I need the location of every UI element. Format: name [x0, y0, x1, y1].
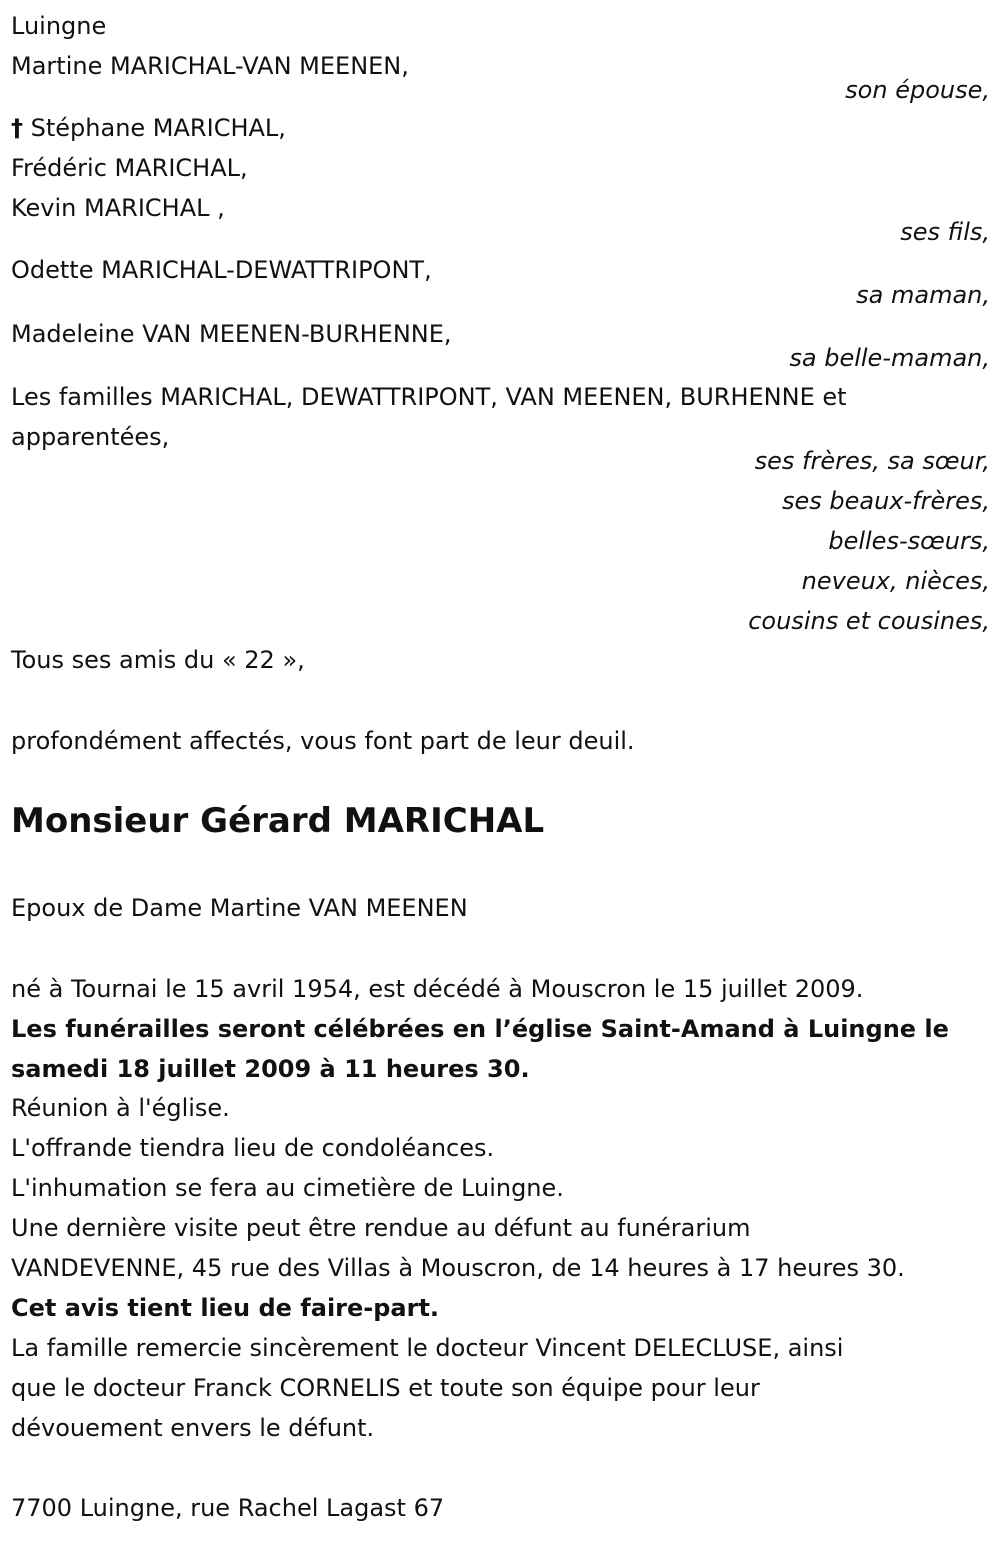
relation-label: neveux, nièces, [801, 567, 990, 595]
thanks: La famille remercie sincèrement le docteur Vincent DELECLUSE, ainsi [11, 1334, 844, 1362]
relation-label: belles-sœurs, [828, 527, 990, 555]
cross-icon: † [11, 114, 23, 142]
thanks: dévouement envers le défunt. [11, 1414, 375, 1442]
relation-label: cousins et cousines, [748, 607, 990, 635]
family-member: Kevin MARICHAL , [11, 194, 225, 222]
offering-info: L'offrande tiendra lieu de condoléances. [11, 1134, 495, 1162]
notice: Cet avis tient lieu de faire-part. [11, 1294, 440, 1322]
family-member: Martine MARICHAL-VAN MEENEN, [11, 52, 409, 80]
family-member: apparentées, [11, 423, 170, 451]
visit-info: Une dernière visite peut être rendue au défunt au funérarium [11, 1214, 751, 1242]
funeral-info: Les funérailles seront célébrées en l’église Saint-Amand à Luingne le [11, 1015, 949, 1043]
place-heading: Luingne [11, 12, 107, 40]
spouse-line: Epoux de Dame Martine VAN MEENEN [11, 894, 468, 922]
family-member: Frédéric MARICHAL, [11, 154, 248, 182]
announcement: profondément affectés, vous font part de leur deuil. [11, 727, 635, 755]
address: 7700 Luingne, rue Rachel Lagast 67 [11, 1494, 445, 1522]
family-member: Odette MARICHAL-DEWATTRIPONT, [11, 256, 432, 284]
relation-label: ses fils, [900, 218, 990, 246]
family-member-name: Stéphane MARICHAL, [30, 114, 286, 142]
family-member: Madeleine VAN MEENEN-BURHENNE, [11, 320, 452, 348]
relation-label: ses frères, sa sœur, [754, 447, 990, 475]
relation-label: son épouse, [845, 76, 990, 104]
visit-info: VANDEVENNE, 45 rue des Villas à Mouscron, de 14 heures à 17 heures 30. [11, 1254, 905, 1282]
deceased-name: Monsieur Gérard MARICHAL [11, 801, 545, 841]
relation-label: sa maman, [856, 281, 990, 309]
burial-info: L'inhumation se fera au cimetière de Luingne. [11, 1174, 564, 1202]
thanks: que le docteur Franck CORNELIS et toute son équipe pour leur [11, 1374, 760, 1402]
family-member: Les familles MARICHAL, DEWATTRIPONT, VAN MEENEN, BURHENNE et [11, 383, 847, 411]
relation-label: sa belle-maman, [789, 344, 990, 372]
meeting-info: Réunion à l'église. [11, 1094, 230, 1122]
family-member [11, 113, 286, 143]
relation-label: ses beaux-frères, [781, 487, 990, 515]
friends-line: Tous ses amis du « 22 », [11, 646, 305, 674]
funeral-info: samedi 18 juillet 2009 à 11 heures 30. [11, 1055, 530, 1083]
birth-death: né à Tournai le 15 avril 1954, est décédé à Mouscron le 15 juillet 2009. [11, 975, 864, 1003]
